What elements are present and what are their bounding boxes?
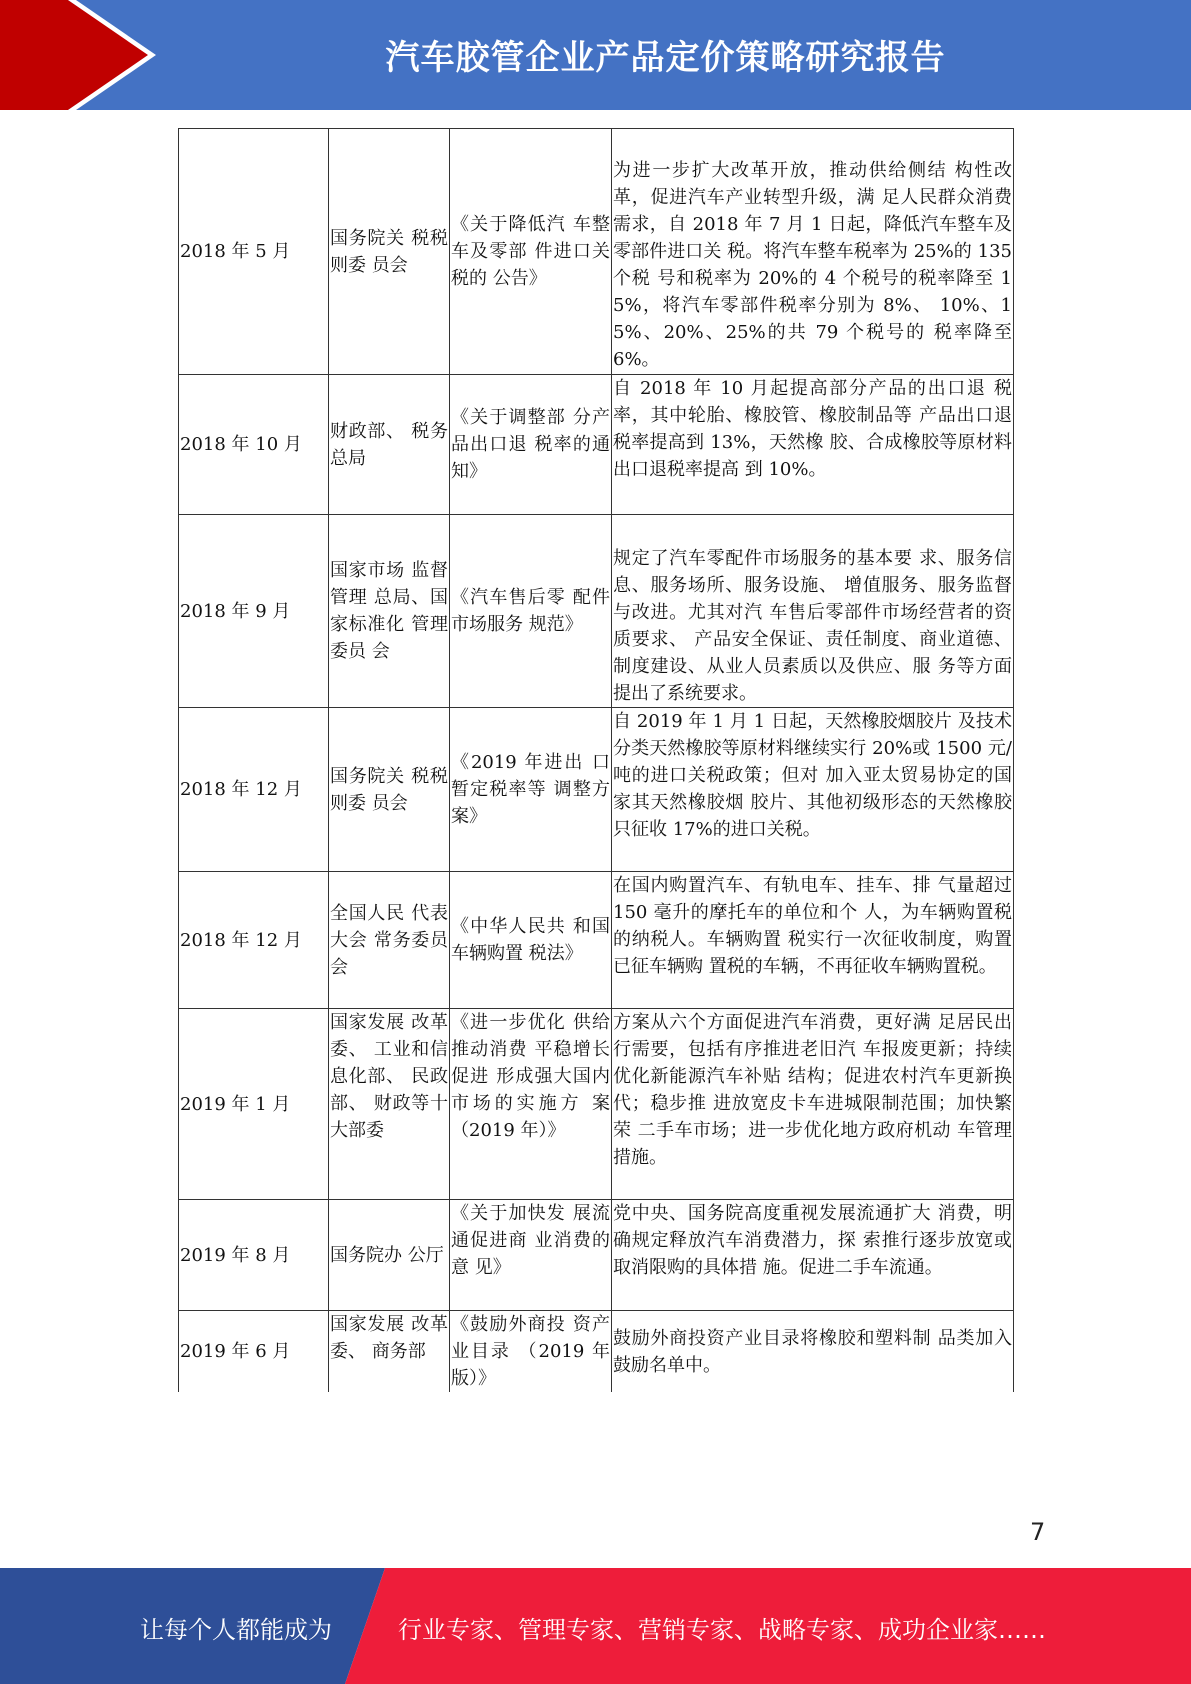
document-cell: 《关于降低汽 车整车及零部 件进口关税的 公告》 <box>450 129 612 375</box>
table-row <box>179 1200 1014 1311</box>
table-row <box>179 1311 1014 1393</box>
table-row <box>179 708 1014 872</box>
date-cell: 2018 年 5 月 <box>179 129 329 375</box>
issuer-cell: 国务院关 税税则委 员会 <box>329 129 450 375</box>
date-cell: 2018 年 12 月 <box>179 872 329 1009</box>
content-cell: 自 2019 年 1 月 1 日起，天然橡胶烟胶片 及技术分类天然橡胶等原材料继续实行 20%或 1500 元/吨的进口关税政策；但对 加入亚太贸易协定的国家其天然橡胶烟 胶片、其他初级形态的天然橡胶只征收 17%的进口关税。 <box>612 708 1014 872</box>
content-cell: 方案从六个方面促进汽车消费，更好满 足居民出行需要，包括有序推进老旧汽 车报废更新；持续优化新能源汽车补贴 结构；促进农村汽车更新换代；稳步推 进放宽皮卡车进城限制范围；加快繁荣 二手车市场；进一步优化地方政府机动 车管理措施。 <box>612 1009 1014 1200</box>
date-cell: 2019 年 1 月 <box>179 1009 329 1200</box>
content-cell: 在国内购置汽车、有轨电车、挂车、排 气量超过 150 毫升的摩托车的单位和个 人，为车辆购置税的纳税人。车辆购置 税实行一次征收制度，购置已征车辆购 置税的车辆，不再征收车辆购置税。 <box>612 872 1014 1009</box>
date-cell: 2018 年 10 月 <box>179 375 329 515</box>
document-cell: 《关于调整部 分产品出口退 税率的通知》 <box>450 375 612 515</box>
page-number: 7 <box>1030 1518 1046 1546</box>
table-row <box>179 872 1014 1009</box>
issuer-cell: 国家发展 改革委、 工业和信 息化部、 民政部、 财政等十 大部委 <box>329 1009 450 1200</box>
document-cell: 《汽车售后零 配件市场服务 规范》 <box>450 515 612 708</box>
footer-slogan-left: 让每个人都能成为 <box>140 1616 332 1644</box>
document-cell: 《关于加快发 展流通促进商 业消费的意 见》 <box>450 1200 612 1311</box>
content-cell: 鼓励外商投资产业目录将橡胶和塑料制 品类加入鼓励名单中。 <box>612 1311 1014 1393</box>
table-row <box>179 515 1014 708</box>
document-cell: 《进一步优化 供给推动消费 平稳增长促进 形成强大国内 市场的实施方 案（2019 年）》 <box>450 1009 612 1200</box>
content-cell: 规定了汽车零配件市场服务的基本要 求、服务信息、服务场所、服务设施、 增值服务、服务监督与改进。尤其对汽 车售后零部件市场经营者的资质要求、 产品安全保证、责任制度、商业道德、 制度建设、从业人员素质以及供应、服 务等方面提出了系统要求。 <box>612 515 1014 708</box>
date-cell: 2019 年 6 月 <box>179 1311 329 1393</box>
issuer-cell: 国务院关 税税则委 员会 <box>329 708 450 872</box>
issuer-cell: 国家发展 改革委、 商务部 <box>329 1311 450 1393</box>
date-cell: 2018 年 9 月 <box>179 515 329 708</box>
footer-slogan-right: 行业专家、管理专家、营销专家、战略专家、成功企业家…… <box>398 1616 1046 1644</box>
page-header <box>0 0 1191 110</box>
page-footer <box>0 1568 1191 1684</box>
content-cell: 自 2018 年 10 月起提高部分产品的出口退 税率，其中轮胎、橡胶管、橡胶制品等 产品出口退税率提高到 13%，天然橡 胶、合成橡胶等原材料出口退税率提高 到 10%。 <box>612 375 1014 515</box>
date-cell: 2018 年 12 月 <box>179 708 329 872</box>
document-cell: 《鼓励外商投 资产业目录 （2019 年版）》 <box>450 1311 612 1393</box>
table-row <box>179 129 1014 375</box>
content-cell: 党中央、国务院高度重视发展流通扩大 消费，明确规定释放汽车消费潜力，探 索推行逐步放宽或取消限购的具体措 施。促进二手车流通。 <box>612 1200 1014 1311</box>
policy-table <box>178 128 1014 1392</box>
issuer-cell: 财政部、 税务总局 <box>329 375 450 515</box>
table-row <box>179 1009 1014 1200</box>
issuer-cell: 国务院办 公厅 <box>329 1200 450 1311</box>
document-cell: 《中华人民共 和国车辆购置 税法》 <box>450 872 612 1009</box>
issuer-cell: 全国人民 代表大会 常务委员 会 <box>329 872 450 1009</box>
table-row <box>179 375 1014 515</box>
report-title: 汽车胶管企业产品定价策略研究报告 <box>385 38 946 78</box>
content-cell: 为进一步扩大改革开放，推动供给侧结 构性改革，促进汽车产业转型升级，满 足人民群众消费需求，自 2018 年 7 月 1 日起，降低汽车整车及零部件进口关 税。将汽车整车税率为 25%的 135 个税 号和税率为 20%的 4 个税号的税率降至 15%，将汽车零部件税率分别为 8%、 10%、15%、20%、25%的共 79 个税号的 税率降至 6%。 <box>612 129 1014 375</box>
date-cell: 2019 年 8 月 <box>179 1200 329 1311</box>
header-arrow-decoration <box>0 0 160 110</box>
document-cell: 《2019 年进出 口暂定税率等 调整方案》 <box>450 708 612 872</box>
issuer-cell: 国家市场 监督管理 总局、国 家标准化 管理委员 会 <box>329 515 450 708</box>
